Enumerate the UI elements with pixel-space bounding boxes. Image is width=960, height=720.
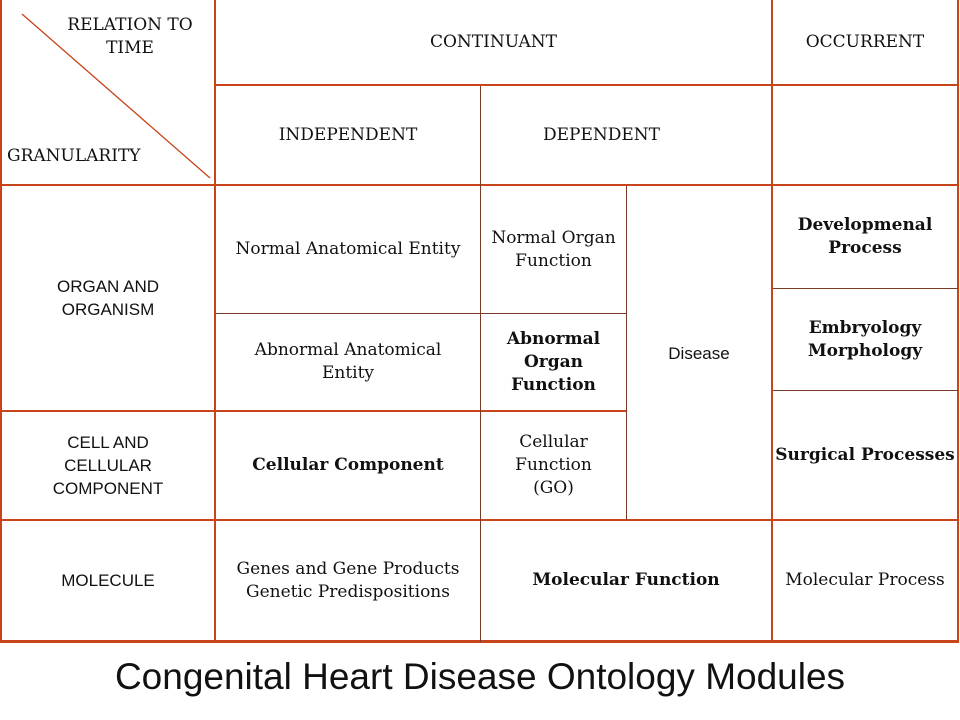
granularity-label: GRANULARITY — [7, 146, 141, 166]
normal-organ-function-cell: Normal Organ Function — [491, 227, 616, 271]
cellular-component-cell: Cellular Component — [252, 455, 444, 475]
row-molecule: MOLECULE — [61, 571, 155, 590]
row-cell-and-cellular-component: CELL AND CELLULAR COMPONENT — [52, 433, 164, 498]
occurrent-header: OCCURRENT — [805, 31, 925, 52]
continuant-header: CONTINUANT — [429, 31, 558, 52]
row-organ-and-organism: ORGAN AND ORGANISM — [56, 277, 160, 319]
cellular-function-cell: Cellular Function (GO) — [515, 432, 592, 498]
border-right — [957, 0, 959, 643]
surgical-processes-cell: Surgical Processes — [775, 444, 955, 465]
disease-cell: Disease — [668, 343, 730, 363]
developmental-process-cell: Developmenal Process — [797, 215, 933, 258]
molecular-process-cell: Molecular Process — [785, 570, 945, 590]
independent-header: INDEPENDENT — [278, 124, 418, 145]
abnormal-organ-function-cell: Abnormal Organ Function — [506, 328, 601, 395]
embryology-morphology-cell: Embryology Morphology — [807, 317, 923, 361]
dependent-header: DEPENDENT — [543, 124, 661, 145]
genes-and-gene-products-cell: Genes and Gene Products Genetic Predispositions — [236, 558, 460, 602]
diagram-caption: Congenital Heart Disease Ontology Modules — [114, 656, 846, 697]
abnormal-anatomical-entity-cell: Abnormal Anatomical Entity — [254, 340, 442, 383]
relation-to-time-label: RELATION TO TIME — [67, 15, 193, 58]
normal-anatomical-entity-cell: Normal Anatomical Entity — [235, 239, 461, 259]
molecular-function-cell: Molecular Function — [532, 570, 720, 590]
